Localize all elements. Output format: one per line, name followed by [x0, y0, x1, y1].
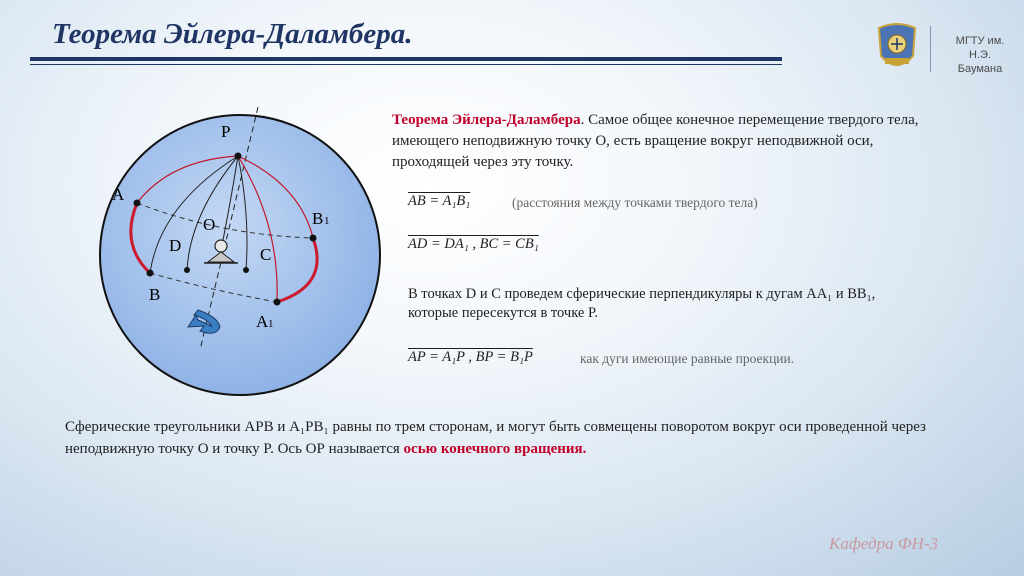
label-O: O	[203, 215, 216, 234]
title-underline-thin	[30, 64, 782, 65]
formula-1-note: (расстояния между точками твердого тела)	[512, 195, 758, 210]
label-A1-sub: 1	[268, 318, 274, 330]
point-B1	[310, 235, 317, 242]
label-B: B	[149, 285, 161, 304]
page-title: Теорема Эйлера-Даламбера.	[52, 18, 413, 50]
title-underline-thick	[30, 57, 782, 61]
formula-2: AD = DA₁ , BC = CB₁	[408, 236, 539, 252]
formula-1: AB = A₁B₁	[408, 193, 471, 209]
sphere-diagram	[90, 105, 390, 405]
point-A1	[274, 299, 281, 306]
formula-4: AP = A₁P , BP = B₁P	[408, 349, 533, 365]
bmstu-crest-icon	[873, 22, 921, 74]
label-A1: A	[256, 312, 269, 331]
label-B1: B	[312, 209, 324, 228]
point-A	[134, 200, 141, 207]
fixed-point-O	[215, 240, 227, 252]
point-C	[243, 267, 249, 273]
label-B1-sub: 1	[324, 215, 330, 227]
point-D	[184, 267, 190, 273]
university-name: МГТУ им. Н.Э. Баумана	[955, 35, 1005, 75]
formula-3: В точках D и С проведем сферические перпендикуляры к дугам AA₁ и BB₁, которые пересекутся в точке P.	[408, 286, 876, 321]
department-footer: Кафедра ФН-3	[829, 534, 938, 553]
formula-4-note: как дуги имеющие равные проекции.	[580, 351, 795, 366]
conclusion-text: Сферические треугольники APB и A₁PB₁ равны по трем сторонам, и могут быть совмещены поворотом вокруг оси проведенной через неподвижную точку О и точку P. Ось ОР называется осью конечного вращения.	[65, 419, 926, 457]
label-D: D	[169, 236, 182, 255]
point-P	[235, 153, 242, 160]
label-P: P	[221, 122, 231, 141]
theorem-statement: Теорема Эйлера-Даламбера. Самое общее конечное перемещение твердого тела, имеющего неподвижную точку О, есть вращение вокруг неподвижной оси, проходящей через эту точку.	[392, 112, 919, 170]
point-B	[147, 270, 154, 277]
logo-divider	[930, 26, 931, 72]
label-A: A	[112, 185, 125, 204]
label-C: C	[260, 245, 272, 264]
